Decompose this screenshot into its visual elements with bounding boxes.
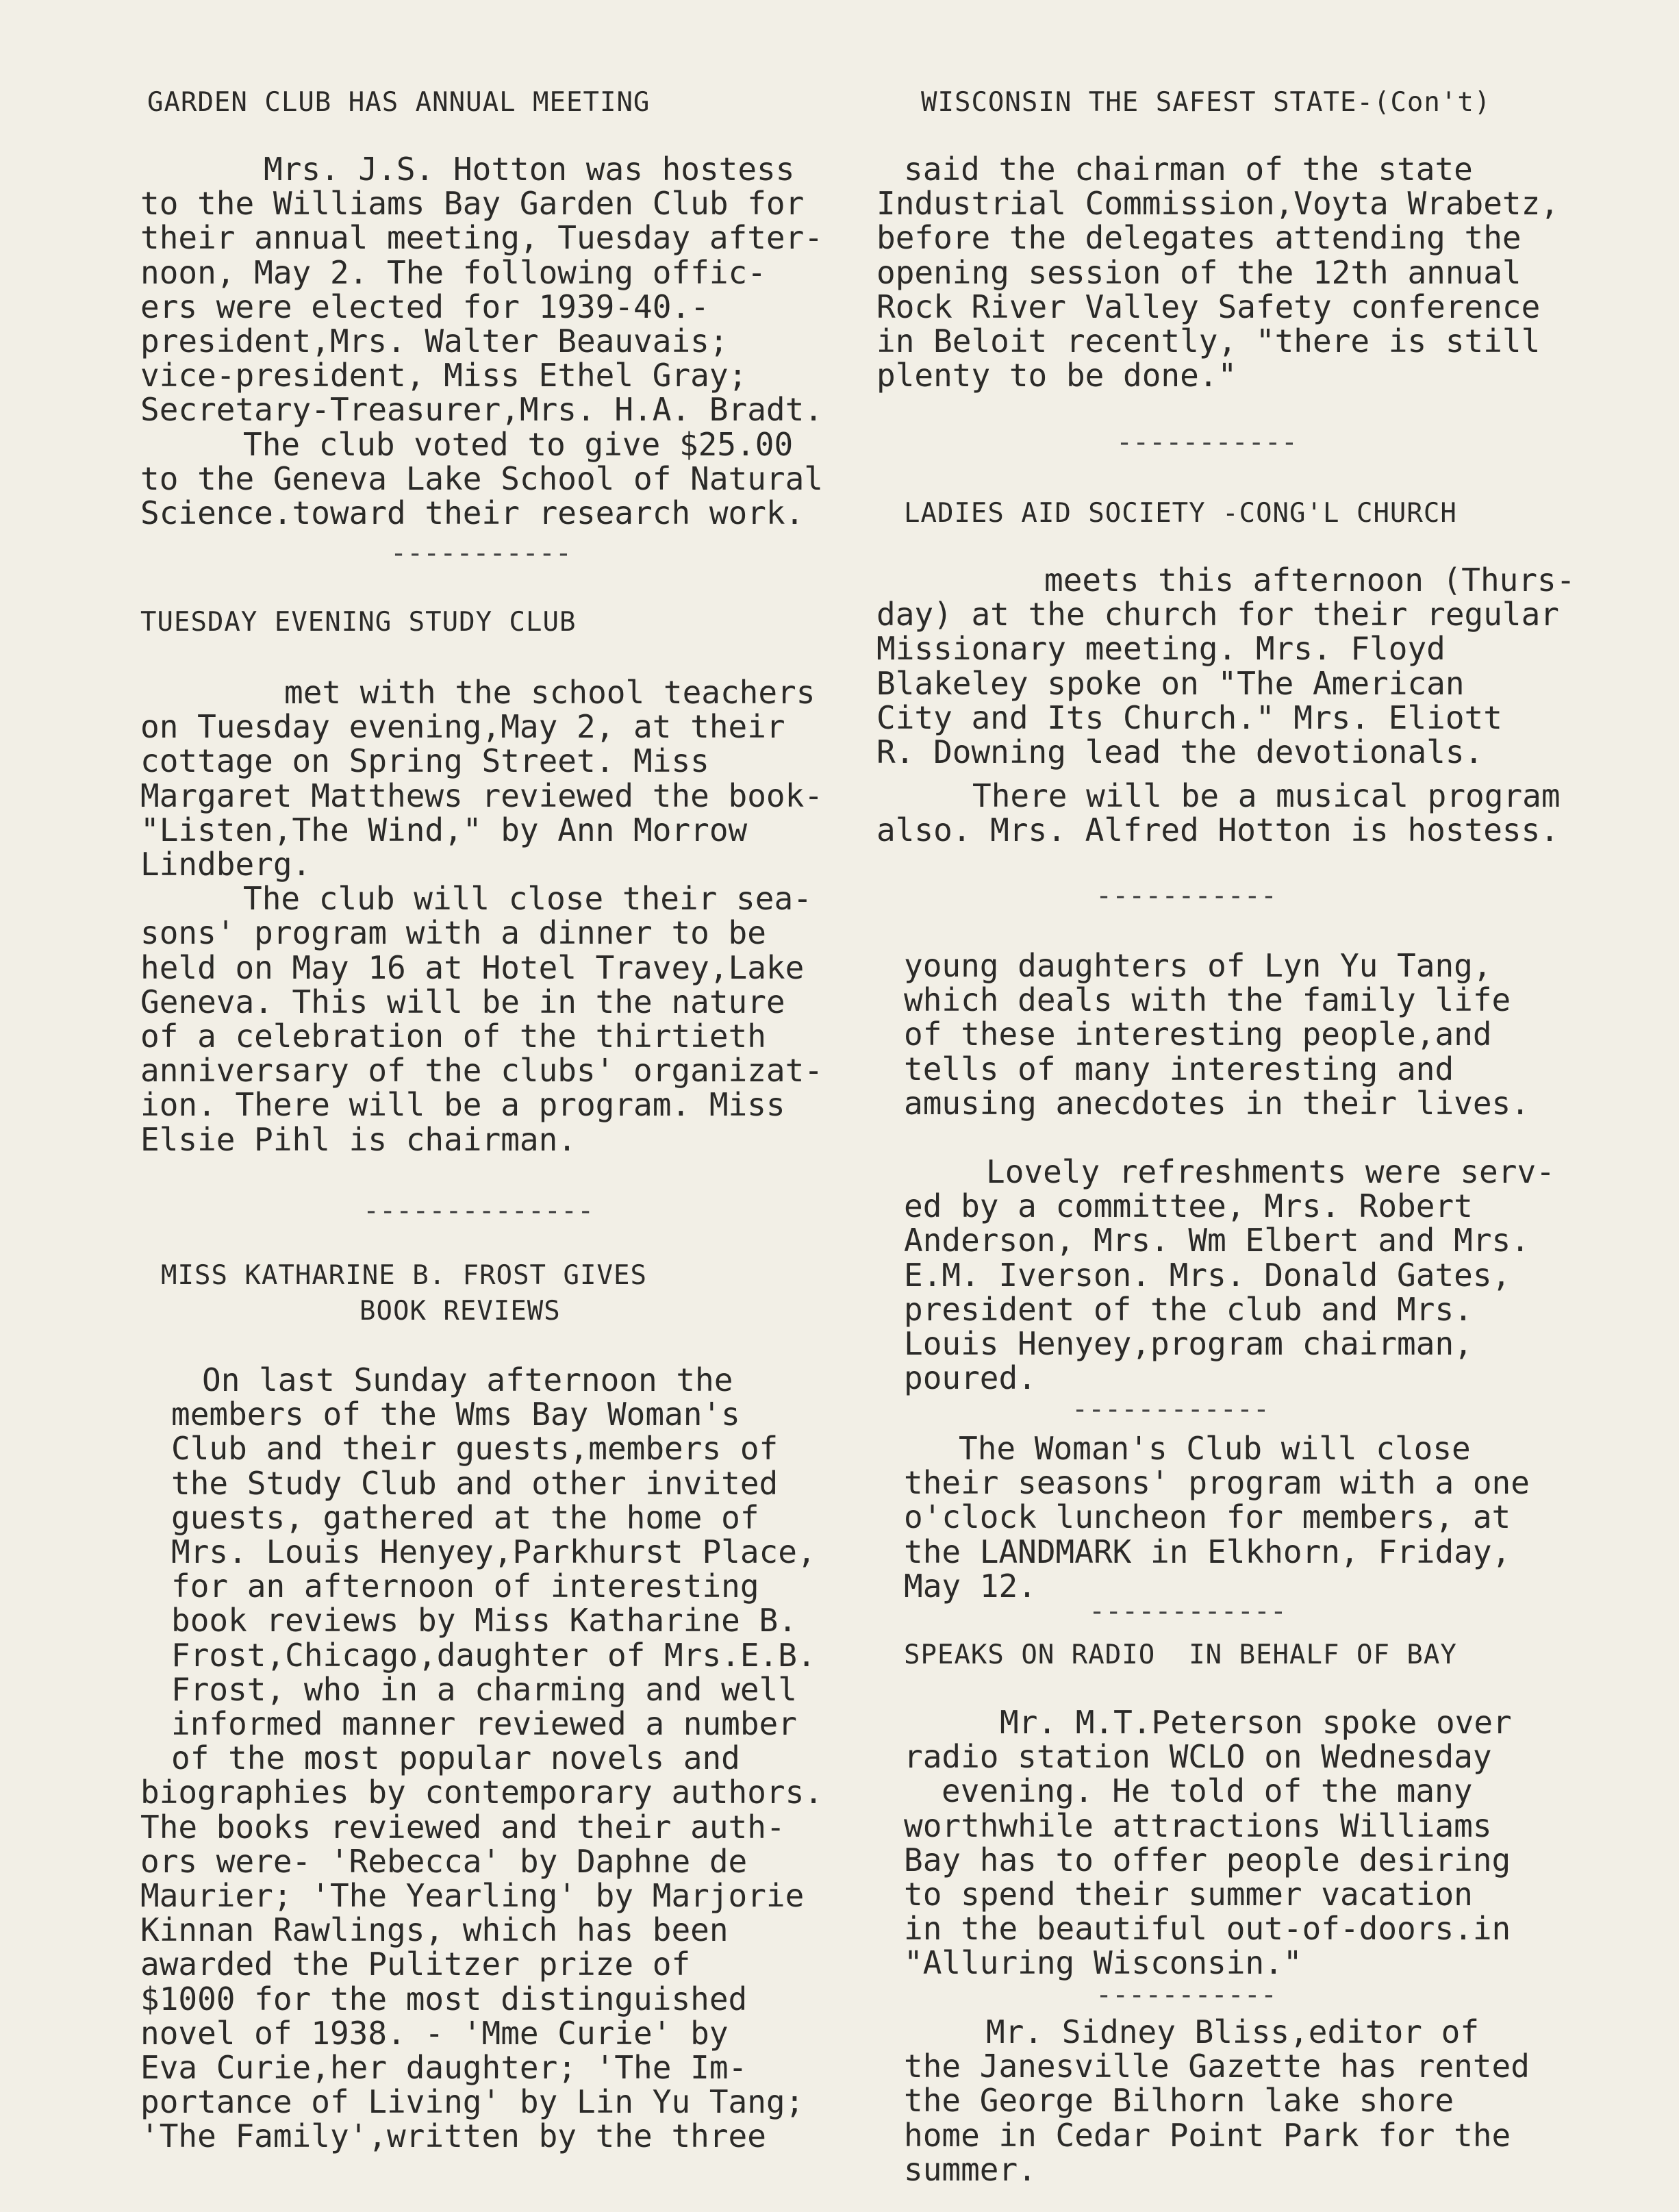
- bliss-article: [904, 2015, 1530, 2187]
- article-line: Anderson, Mrs. Wm Elbert and Mrs.: [904, 1222, 1530, 1259]
- ladies-aid-headline: LADIES AID SOCIETY -CONG'L CHURCH: [904, 498, 1457, 529]
- continued-article: [904, 948, 1530, 1120]
- article-line: novel of 1938. - 'Mme Curie' by: [140, 2014, 729, 2052]
- study-club-article: [140, 675, 823, 1157]
- article-line: poured.: [904, 1359, 1037, 1397]
- article-line: Margaret Matthews reviewed the book-: [140, 777, 823, 814]
- article-line: meets this afternoon (Thurs-: [1044, 562, 1576, 599]
- article-line: ion. There will be a program. Miss: [140, 1086, 785, 1124]
- article-line: The books reviewed and their auth-: [140, 1808, 785, 1846]
- article-line: the LANDMARK in Elkhorn, Friday,: [904, 1533, 1511, 1570]
- article-line: day) at the church for their regular: [876, 596, 1559, 633]
- safest-state-article: [876, 152, 1559, 392]
- article-line: said the chairman of the state: [904, 151, 1473, 188]
- article-line: the Study Club and other invited: [171, 1464, 779, 1502]
- article-line: The Woman's Club will close: [959, 1430, 1471, 1467]
- article-line: Maurier; 'The Yearling' by Marjorie: [140, 1877, 805, 1915]
- separator-rule: -----------: [1116, 427, 1298, 458]
- article-line: R. Downing lead the devotionals.: [876, 733, 1484, 771]
- separator-rule: -----------: [1096, 1979, 1277, 2011]
- article-line: Frost, who in a charming and well: [171, 1670, 797, 1708]
- article-line: Industrial Commission,Voyta Wrabetz,: [876, 185, 1559, 223]
- article-line: of these interesting people,and: [904, 1016, 1492, 1053]
- article-line: evening. He told of the many: [942, 1772, 1473, 1810]
- article-line: of a celebration of the thirtieth: [140, 1018, 766, 1055]
- article-line: radio station WCLO on Wednesday: [904, 1738, 1492, 1776]
- radio-headline: SPEAKS ON RADIO IN BEHALF OF BAY: [904, 1639, 1457, 1670]
- article-line: ors were- 'Rebecca' by Daphne de: [140, 1842, 748, 1880]
- article-line: to spend their summer vacation: [904, 1876, 1473, 1913]
- frost-reviews-article: [140, 1361, 823, 2155]
- article-line: to the Williams Bay Garden Club for: [140, 185, 805, 223]
- article-line: held on May 16 at Hotel Travey,Lake: [140, 948, 805, 986]
- article-line: informed manner reviewed a number: [171, 1705, 797, 1743]
- separator-rule: -----------: [390, 538, 572, 569]
- separator-rule: ------------: [1072, 1394, 1270, 1425]
- womans-club-article: [904, 1431, 1530, 1603]
- article-line: Lovely refreshments were serv-: [986, 1153, 1555, 1190]
- article-line: on Tuesday evening,May 2, at their: [140, 708, 785, 746]
- article-line: Frost,Chicago,daughter of Mrs.E.B.: [171, 1636, 816, 1674]
- article-line: guests, gathered at the home of: [171, 1498, 759, 1536]
- article-line: o'clock luncheon for members, at: [904, 1498, 1511, 1536]
- article-line: City and Its Church." Mrs. Eliott: [876, 699, 1502, 736]
- article-line: in the beautiful out-of-doors.in: [904, 1910, 1511, 1948]
- article-line: Club and their guests,members of: [171, 1430, 779, 1468]
- article-line: young daughters of Lyn Yu Tang,: [904, 947, 1492, 984]
- article-line: Mr. M.T.Peterson spoke over: [1000, 1704, 1512, 1741]
- article-line: On last Sunday afternoon the: [202, 1361, 733, 1398]
- article-line: ers were elected for 1939-40.-: [140, 288, 709, 325]
- article-line: book reviews by Miss Katharine B.: [171, 1602, 797, 1639]
- article-line: members of the Wms Bay Woman's: [171, 1396, 740, 1433]
- article-line: cottage on Spring Street. Miss: [140, 742, 709, 780]
- article-line: Kinnan Rawlings, which has been: [140, 1911, 729, 1949]
- article-line: summer.: [904, 2150, 1037, 2188]
- article-line: which deals with the family life: [904, 981, 1511, 1019]
- article-line: anniversary of the clubs' organizat-: [140, 1052, 823, 1090]
- article-line: Mrs. Louis Henyey,Parkhurst Place,: [171, 1533, 816, 1571]
- article-line: The club voted to give $25.00: [243, 425, 794, 463]
- article-line: There will be a musical program: [972, 777, 1561, 815]
- article-line: E.M. Iverson. Mrs. Donald Gates,: [904, 1256, 1511, 1294]
- article-line: Rock River Valley Safety conference: [876, 288, 1541, 325]
- article-line: Eva Curie,her daughter; 'The Im-: [140, 2049, 748, 2087]
- separator-rule: -----------: [1096, 880, 1277, 912]
- radio-article: [904, 1705, 1512, 1981]
- article-line: vice-president, Miss Ethel Gray;: [140, 357, 748, 394]
- separator-rule: --------------: [363, 1195, 594, 1227]
- frost-reviews-headline-2: BOOK REVIEWS: [359, 1296, 561, 1327]
- refreshments-article: [904, 1155, 1555, 1395]
- article-line: Geneva. This will be in the nature: [140, 983, 785, 1020]
- article-line: their annual meeting, Tuesday after-: [140, 219, 823, 257]
- article-line: the George Bilhorn lake shore: [904, 2082, 1454, 2120]
- article-line: met with the school teachers: [284, 674, 816, 711]
- article-line: Science.toward their research work.: [140, 494, 805, 532]
- article-line: of the most popular novels and: [171, 1739, 740, 1777]
- article-line: worthwhile attractions Williams: [904, 1807, 1492, 1844]
- article-line: for an afternoon of interesting: [171, 1568, 759, 1605]
- study-club-headline: TUESDAY EVENING STUDY CLUB: [140, 607, 577, 638]
- article-line: Louis Henyey,program chairman,: [904, 1325, 1473, 1363]
- article-line: noon, May 2. The following offic-: [140, 253, 766, 291]
- article-line: home in Cedar Point Park for the: [904, 2116, 1511, 2154]
- article-line: in Beloit recently, "there is still: [876, 323, 1541, 360]
- article-line: Mrs. J.S. Hotton was hostess: [264, 151, 795, 188]
- article-line: before the delegates attending the: [876, 219, 1522, 257]
- article-line: Mr. Sidney Bliss,editor of: [986, 2013, 1480, 2050]
- separator-rule: ------------: [1089, 1596, 1287, 1627]
- article-line: 'The Family',written by the three: [140, 2117, 766, 2155]
- article-line: sons' program with a dinner to be: [140, 914, 766, 952]
- article-line: "Alluring Wisconsin.": [904, 1944, 1302, 1982]
- article-line: Blakeley spoke on "The American: [876, 664, 1465, 702]
- article-line: opening session of the 12th annual: [876, 253, 1522, 291]
- garden-club-headline: GARDEN CLUB HAS ANNUAL MEETING: [147, 87, 651, 118]
- ladies-aid-article: [876, 563, 1575, 848]
- article-line: "Listen,The Wind," by Ann Morrow: [140, 811, 748, 849]
- article-line: Lindberg.: [140, 846, 312, 883]
- article-line: The club will close their sea-: [243, 880, 812, 918]
- article-line: ed by a committee, Mrs. Robert: [904, 1187, 1473, 1225]
- article-line: awarded the Pulitzer prize of: [140, 1946, 691, 1983]
- article-line: Bay has to offer people desiring: [904, 1841, 1511, 1878]
- article-line: Elsie Pihl is chairman.: [140, 1120, 577, 1158]
- article-line: May 12.: [904, 1567, 1037, 1605]
- article-line: to the Geneva Lake School of Natural: [140, 460, 823, 497]
- article-line: portance of Living' by Lin Yu Tang;: [140, 2083, 805, 2121]
- article-line: biographies by contemporary authors.: [140, 1774, 823, 1811]
- article-line: Missionary meeting. Mrs. Floyd: [876, 630, 1446, 668]
- article-line: also. Mrs. Alfred Hotton is hostess.: [876, 812, 1559, 849]
- frost-reviews-headline: MISS KATHARINE B. FROST GIVES: [161, 1260, 647, 1291]
- article-line: their seasons' program with a one: [904, 1464, 1530, 1502]
- article-line: the Janesville Gazette has rented: [904, 2048, 1530, 2085]
- article-line: $1000 for the most distinguished: [140, 1980, 748, 2018]
- article-line: amusing anecdotes in their lives.: [904, 1084, 1530, 1122]
- article-line: tells of many interesting and: [904, 1050, 1454, 1088]
- article-line: Secretary-Treasurer,Mrs. H.A. Bradt.: [140, 391, 823, 429]
- safest-state-headline: WISCONSIN THE SAFEST STATE-(Con't): [921, 87, 1491, 118]
- garden-club-article: [140, 152, 823, 530]
- article-line: president,Mrs. Walter Beauvais;: [140, 323, 729, 360]
- article-line: plenty to be done.": [876, 357, 1237, 394]
- article-line: president of the club and Mrs.: [904, 1290, 1473, 1328]
